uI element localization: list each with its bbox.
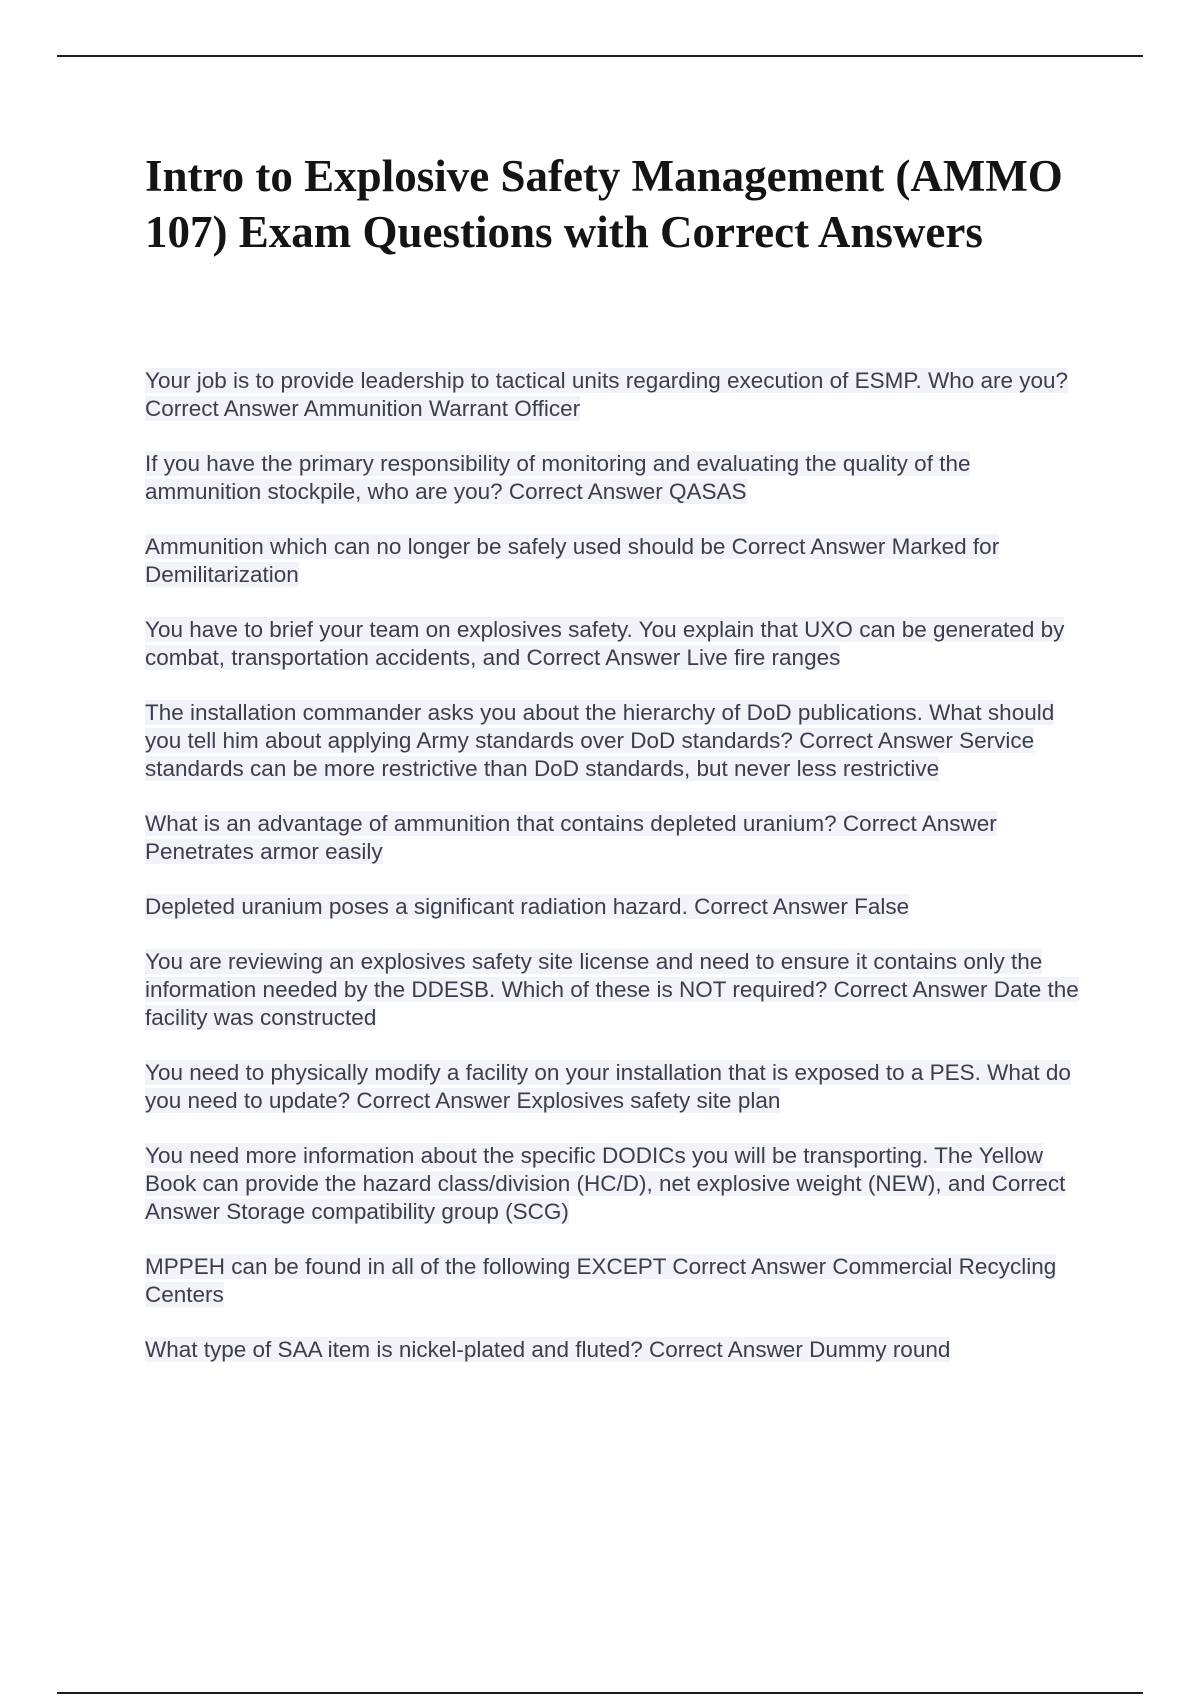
- qa-text: You are reviewing an explosives safety site license and need to ensure it contains only the information needed by the DDESB. Which of these is NOT required? Correct Answer Date the facility was constructed: [145, 949, 1079, 1030]
- qa-text: Ammunition which can no longer be safely used should be Correct Answer Marked for Demilitarization: [145, 534, 1000, 587]
- qa-item: [145, 450, 1091, 506]
- document-title: Intro to Explosive Safety Management (AMMO 107) Exam Questions with Correct Answers: [145, 151, 1063, 257]
- qa-item: [145, 893, 1091, 921]
- qa-text: Your job is to provide leadership to tactical units regarding execution of ESMP. Who are you? Correct Answer Ammunition Warrant Officer: [145, 368, 1069, 421]
- bottom-rule: [57, 1692, 1143, 1694]
- qa-item: [145, 367, 1091, 423]
- qa-text: Depleted uranium poses a significant radiation hazard. Correct Answer False: [145, 894, 910, 919]
- qa-text: You have to brief your team on explosives safety. You explain that UXO can be generated by combat, transportation accidents, and Correct Answer Live fire ranges: [145, 617, 1065, 670]
- qa-item: [145, 1142, 1091, 1226]
- qa-text: You need more information about the specific DODICs you will be transporting. The Yellow Book can provide the hazard class/division (HC/D), net explosive weight (NEW), and Correct Answer Storage compatibility group (SCG): [145, 1143, 1066, 1224]
- qa-item: [145, 810, 1091, 866]
- qa-text: What is an advantage of ammunition that contains depleted uranium? Correct Answer Penetrates armor easily: [145, 811, 997, 864]
- qa-item: [145, 948, 1091, 1032]
- qa-item: [145, 1059, 1091, 1115]
- qa-item: [145, 1336, 1091, 1364]
- top-rule: [57, 55, 1143, 57]
- qa-text: If you have the primary responsibility of monitoring and evaluating the quality of the ammunition stockpile, who are you? Correct Answer QASAS: [145, 451, 971, 504]
- qa-item: [145, 533, 1091, 589]
- qa-item: [145, 616, 1091, 672]
- qa-item: [145, 1253, 1091, 1309]
- qa-text: What type of SAA item is nickel-plated and fluted? Correct Answer Dummy round: [145, 1337, 951, 1362]
- qa-list: [145, 367, 1091, 1391]
- qa-text: You need to physically modify a facility on your installation that is exposed to a PES. What do you need to update? Correct Answer Explosives safety site plan: [145, 1060, 1071, 1113]
- qa-text: MPPEH can be found in all of the following EXCEPT Correct Answer Commercial Recycling Centers: [145, 1254, 1057, 1307]
- qa-item: [145, 699, 1091, 783]
- qa-text: The installation commander asks you about the hierarchy of DoD publications. What should you tell him about applying Army standards over DoD standards? Correct Answer Service standards can be more restrictive than DoD standards, but never less restrictive: [145, 700, 1055, 781]
